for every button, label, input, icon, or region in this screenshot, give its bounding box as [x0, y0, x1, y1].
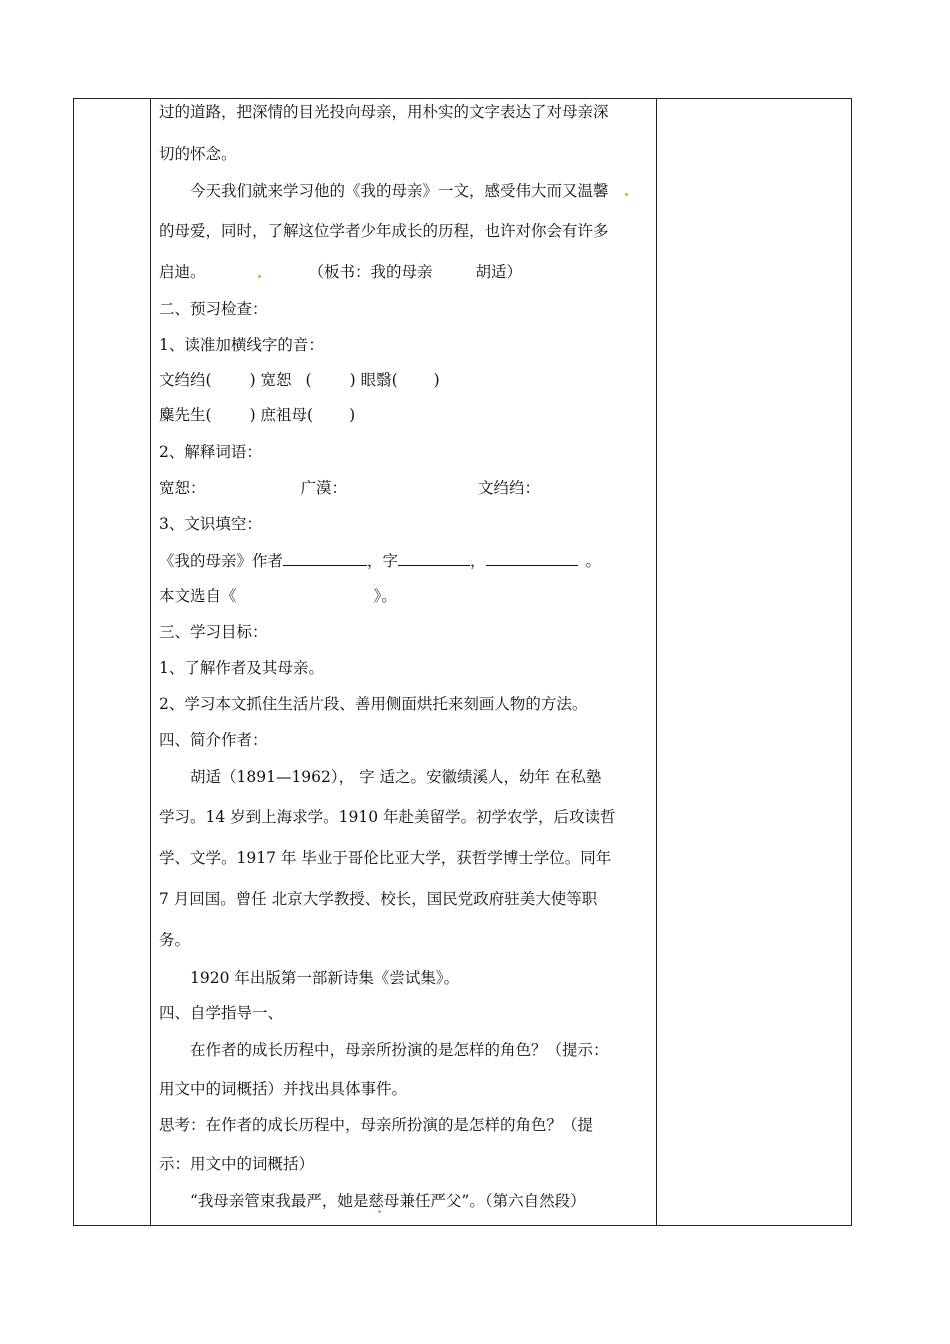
text-line: 1、了解作者及其母亲。 [159, 659, 324, 677]
text-line: 2、学习本文抓住生活片段、善用侧面烘托来刻画人物的方法。 [159, 695, 588, 713]
text-line: 学习。14 岁到上海求学。1910 年赴美留学。初学农学，后攻读哲 [159, 808, 616, 826]
text-line [159, 478, 540, 498]
text-span: 本文选自《 [159, 587, 237, 605]
text-line [159, 262, 522, 282]
text-line: 用文中的词概括）并找出具体事件。 [159, 1080, 408, 1098]
text-span: 启迪。 [159, 263, 206, 281]
text-line: 示：用文中的词概括） [159, 1155, 315, 1173]
column-divider-right [656, 99, 657, 1225]
section-heading: 四、自学指导一、 [159, 1004, 284, 1022]
orange-mark [378, 1210, 381, 1213]
text-span: 麋先生( [159, 406, 212, 424]
text-span: ) 眼翳( [349, 371, 398, 389]
text-line: 思考：在作者的成长历程中，母亲所扮演的是怎样的角色？（提 [159, 1116, 594, 1134]
text-line: 2、解释词语： [159, 443, 262, 461]
text-line: 7 月回国。曾任 北京大学教授、校长，国民党政府驻美大使等职 [159, 890, 598, 908]
text-line: 3、文识填空： [159, 515, 262, 533]
text-span: ，字 [367, 552, 399, 570]
text-span: 。 [585, 552, 602, 570]
text-line: 的母爱，同时，了解这位学者少年成长的历程，也许对你会有许多 [159, 222, 609, 240]
text-span: ) 宽恕 [249, 371, 292, 389]
text-line [159, 370, 440, 390]
text-span: ) 庶祖母( [249, 406, 314, 424]
column-divider-left [150, 99, 151, 1225]
text-line: 在作者的成长历程中，母亲所扮演的是怎样的角色？（提示： [190, 1041, 609, 1059]
text-line: 1、读准加横线字的音： [159, 336, 324, 354]
section-heading: 四、简介作者： [159, 731, 268, 749]
section-heading: 二、预习检查： [159, 300, 268, 318]
text-span: 《我的母亲》作者 [159, 552, 284, 570]
text-line [159, 405, 355, 425]
text-span: 宽恕： [159, 479, 206, 497]
text-line [159, 550, 601, 571]
text-line: 切的怀念。 [159, 145, 237, 163]
text-span: ) [433, 371, 440, 389]
text-line: 今天我们就来学习他的《我的母亲》一文，感受伟大而又温馨 [190, 182, 609, 200]
text-line: 学、文学。1917 年 毕业于哥伦比亚大学，获哲学博士学位。同年 [159, 849, 612, 867]
text-line: 胡适（1891—1962）， 字 适之。安徽绩溪人，幼年 在私塾 [190, 768, 602, 786]
text-span: （板书：我的母亲 [308, 263, 433, 281]
orange-mark [625, 193, 628, 196]
fill-blank[interactable] [486, 550, 578, 566]
section-heading: 三、学习目标： [159, 623, 268, 641]
fill-blank[interactable] [398, 550, 470, 566]
text-span: 》。 [373, 587, 397, 605]
text-line: 务。 [159, 931, 191, 949]
text-span: ， [470, 552, 486, 570]
text-line [159, 586, 397, 606]
text-span: ( [305, 371, 312, 389]
text-span: 文绉绉( [159, 371, 212, 389]
text-span: 广漠： [300, 479, 348, 497]
text-span: 胡适） [475, 263, 523, 281]
fill-blank[interactable] [283, 550, 367, 566]
text-line: 1920 年出版第一部新诗集《尝试集》。 [190, 969, 460, 987]
quote-line: “我母亲管束我最严，她是慈母兼任严父”。（第六自然段） [190, 1192, 586, 1210]
orange-mark [258, 275, 261, 278]
text-span: 文绉绉： [478, 479, 541, 497]
text-line: 过的道路，把深情的目光投向母亲，用朴实的文字表达了对母亲深 [159, 103, 609, 121]
text-span: ) [349, 406, 356, 424]
